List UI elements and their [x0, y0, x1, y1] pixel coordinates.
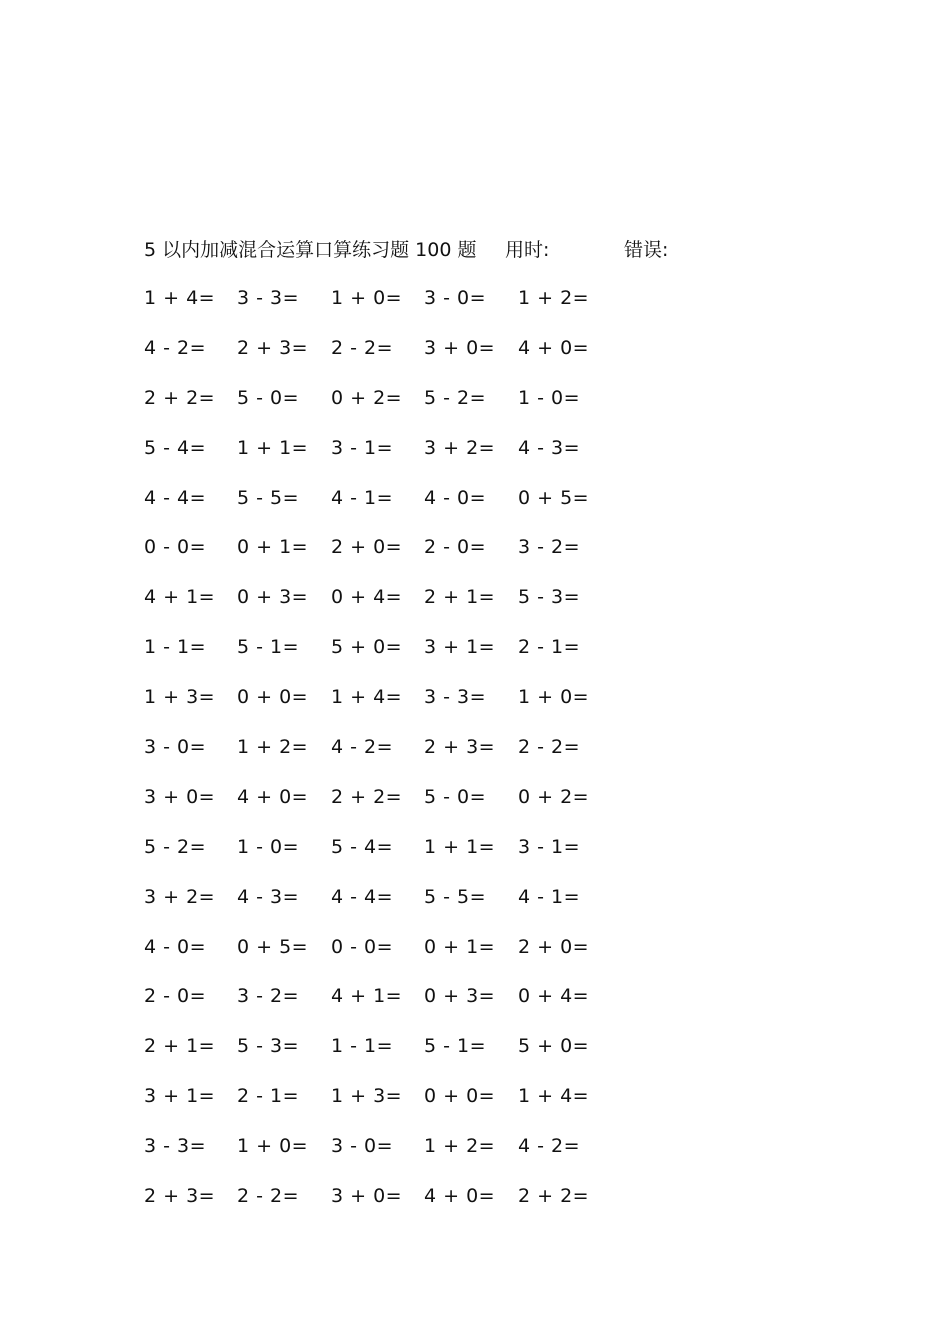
problem-item: 3 - 0= [144, 736, 207, 759]
problem-item: 2 + 3= [144, 1185, 216, 1208]
problem-item: 3 + 0= [144, 785, 216, 808]
problem-item: 5 - 4= [144, 436, 207, 459]
problem-row [144, 484, 624, 534]
problem-item: 1 + 4= [144, 287, 216, 309]
problem-item: 2 - 2= [331, 336, 394, 359]
problem-item: 1 - 0= [237, 835, 300, 858]
problem-item: 5 - 4= [331, 835, 394, 858]
problem-item: 5 - 3= [518, 586, 581, 609]
problem-item: 4 - 3= [237, 885, 300, 908]
problem-item: 3 - 2= [518, 536, 581, 559]
problem-item: 0 + 1= [424, 935, 496, 958]
problem-item: 5 - 5= [424, 885, 487, 908]
problem-item: 3 - 3= [144, 1135, 207, 1158]
problem-item: 2 + 2= [518, 1185, 590, 1208]
problem-item: 5 + 0= [518, 1035, 590, 1058]
problem-item: 1 + 3= [144, 686, 216, 709]
problem-item: 3 - 3= [424, 686, 487, 709]
problem-item: 5 - 0= [237, 386, 300, 409]
problem-item: 4 - 1= [518, 885, 581, 908]
problem-item: 2 + 0= [518, 935, 590, 958]
problem-item: 0 + 3= [237, 586, 309, 609]
problem-item: 1 - 0= [518, 386, 581, 409]
problem-item: 1 + 2= [518, 287, 590, 309]
problem-row [144, 633, 624, 683]
problem-item: 3 - 0= [331, 1135, 394, 1158]
time-used-label: 用时: [505, 239, 550, 261]
worksheet-header [144, 236, 844, 264]
problem-item: 1 + 1= [424, 835, 496, 858]
problem-row [144, 1182, 624, 1232]
problem-item: 2 + 1= [144, 1035, 216, 1058]
problem-item: 4 - 0= [144, 935, 207, 958]
problem-item: 4 - 2= [144, 336, 207, 359]
problem-item: 0 + 4= [331, 586, 403, 609]
problem-item: 2 + 2= [331, 785, 403, 808]
problem-item: 2 - 0= [424, 536, 487, 559]
problem-item: 0 + 4= [518, 985, 590, 1008]
problem-item: 2 - 2= [518, 736, 581, 759]
error-count-label: 错误: [624, 239, 669, 261]
problem-item: 1 + 4= [518, 1085, 590, 1108]
problem-item: 2 - 1= [518, 636, 581, 659]
problem-item: 1 + 4= [331, 686, 403, 709]
problem-item: 5 - 5= [237, 486, 300, 509]
problem-item: 1 + 0= [518, 686, 590, 709]
problem-item: 3 + 2= [144, 885, 216, 908]
problem-item: 1 - 1= [144, 636, 207, 659]
problem-item: 4 - 4= [144, 486, 207, 509]
problem-item: 5 - 1= [237, 636, 300, 659]
problem-item: 4 - 1= [331, 486, 394, 509]
problem-item: 0 - 0= [144, 536, 207, 559]
problem-item: 0 + 5= [237, 935, 309, 958]
problem-item: 2 + 0= [331, 536, 403, 559]
problem-item: 2 - 1= [237, 1085, 300, 1108]
problem-item: 3 + 2= [424, 436, 496, 459]
problem-item: 1 - 1= [331, 1035, 394, 1058]
problem-item: 4 + 0= [237, 785, 309, 808]
problem-item: 4 + 0= [518, 336, 590, 359]
problem-item: 0 + 0= [237, 686, 309, 709]
problem-item: 2 - 2= [237, 1185, 300, 1208]
problem-item: 3 + 0= [331, 1185, 403, 1208]
problem-item: 2 + 1= [424, 586, 496, 609]
problem-item: 5 - 3= [237, 1035, 300, 1058]
problem-row [144, 833, 624, 883]
problem-row [144, 982, 624, 1032]
problem-item: 0 + 2= [518, 785, 590, 808]
worksheet-title: 5 以内加减混合运算口算练习题 100 题 [144, 239, 477, 261]
problem-item: 5 - 2= [424, 386, 487, 409]
problem-row [144, 284, 624, 334]
problem-item: 3 - 1= [518, 835, 581, 858]
problem-item: 1 + 0= [331, 287, 403, 309]
problem-item: 2 - 0= [144, 985, 207, 1008]
problem-row [144, 583, 624, 633]
problem-item: 3 - 0= [424, 287, 487, 309]
problem-item: 5 - 2= [144, 835, 207, 858]
problem-item: 4 + 1= [331, 985, 403, 1008]
problem-item: 3 + 1= [424, 636, 496, 659]
problem-grid [144, 284, 624, 1232]
problem-row [144, 434, 624, 484]
problem-item: 2 + 2= [144, 386, 216, 409]
problem-item: 4 - 0= [424, 486, 487, 509]
problem-row [144, 1132, 624, 1182]
problem-item: 4 - 3= [518, 436, 581, 459]
problem-item: 4 + 0= [424, 1185, 496, 1208]
problem-row [144, 883, 624, 933]
problem-item: 1 + 2= [237, 736, 309, 759]
problem-row [144, 533, 624, 583]
problem-row [144, 783, 624, 833]
problem-item: 3 + 0= [424, 336, 496, 359]
problem-item: 0 + 0= [424, 1085, 496, 1108]
problem-item: 4 + 1= [144, 586, 216, 609]
problem-item: 0 - 0= [331, 935, 394, 958]
problem-row [144, 1082, 624, 1132]
problem-item: 5 - 1= [424, 1035, 487, 1058]
problem-item: 0 + 3= [424, 985, 496, 1008]
problem-item: 4 - 4= [331, 885, 394, 908]
problem-item: 0 + 5= [518, 486, 590, 509]
problem-item: 0 + 2= [331, 386, 403, 409]
problem-item: 2 + 3= [424, 736, 496, 759]
problem-item: 5 - 0= [424, 785, 487, 808]
problem-row [144, 334, 624, 384]
problem-item: 2 + 3= [237, 336, 309, 359]
problem-row [144, 384, 624, 434]
problem-item: 1 + 1= [237, 436, 309, 459]
problem-row [144, 933, 624, 983]
problem-item: 5 + 0= [331, 636, 403, 659]
problem-row [144, 1032, 624, 1082]
problem-item: 3 - 2= [237, 985, 300, 1008]
problem-row [144, 733, 624, 783]
problem-item: 3 - 3= [237, 287, 300, 309]
problem-item: 1 + 2= [424, 1135, 496, 1158]
problem-row [144, 683, 624, 733]
problem-item: 3 - 1= [331, 436, 394, 459]
problem-item: 3 + 1= [144, 1085, 216, 1108]
problem-item: 1 + 3= [331, 1085, 403, 1108]
problem-item: 4 - 2= [331, 736, 394, 759]
problem-item: 0 + 1= [237, 536, 309, 559]
problem-item: 1 + 0= [237, 1135, 309, 1158]
problem-item: 4 - 2= [518, 1135, 581, 1158]
